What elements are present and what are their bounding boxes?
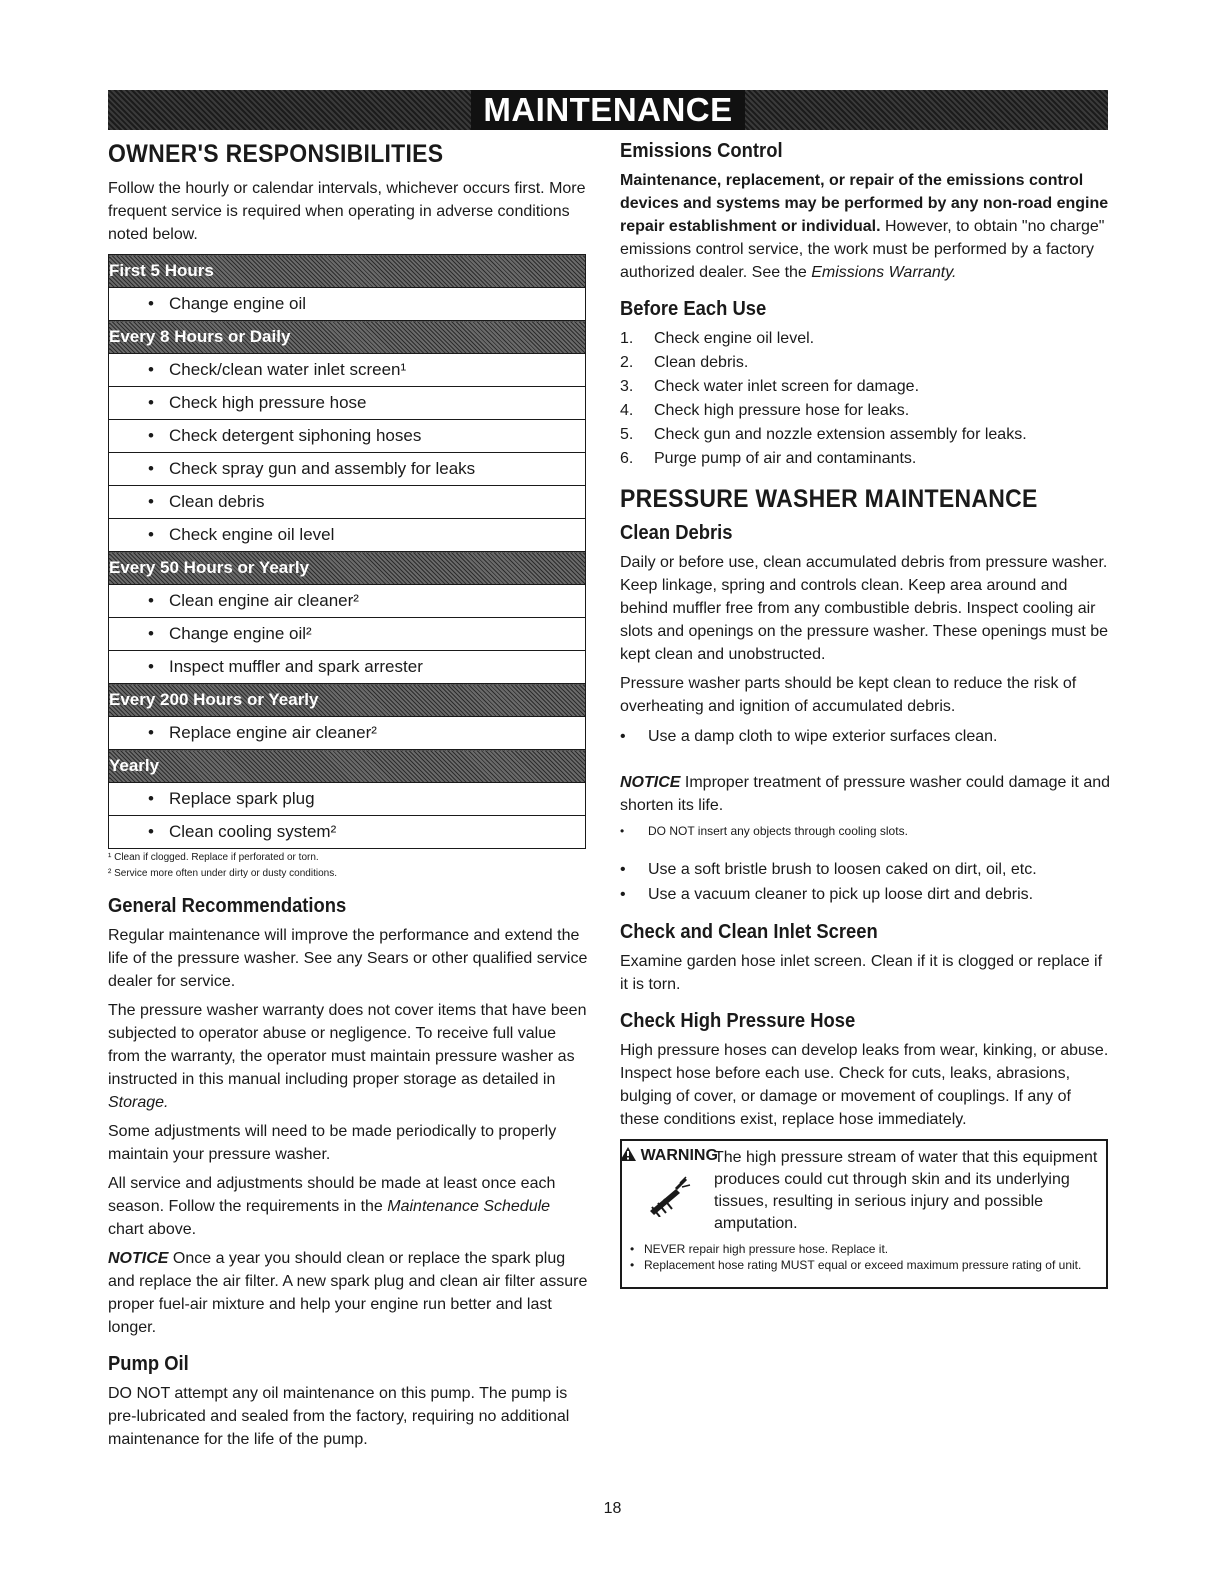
general-p1: Regular maintenance will improve the performance and extend the life of the pressure washer. See any Sears or other qualified service dealer for service. <box>108 927 588 990</box>
schedule-interval-label: Every 8 Hours or Daily <box>109 321 586 354</box>
banner-title: MAINTENANCE <box>471 90 744 130</box>
schedule-interval-row <box>109 684 586 717</box>
right-column <box>620 140 1110 1289</box>
owners-intro: Follow the hourly or calendar intervals, whichever occurs first. More frequent service is required when operating in adverse conditions noted below. <box>108 180 586 243</box>
general-p4: All service and adjustments should be made at least once each season. Follow the requirements in the Maintenance Schedule chart above. <box>108 1175 556 1238</box>
schedule-task: Change engine oil <box>169 294 307 313</box>
schedule-task: Check spray gun and assembly for leaks <box>169 459 476 478</box>
clean-debris-bullets-1 <box>620 724 1110 749</box>
list-item: 5. Check gun and nozzle extension assembly for leaks. <box>620 426 1027 443</box>
general-p2: The pressure washer warranty does not cover items that have been subjected to operator abuse or negligence. To receive full value from the warranty, the operator must maintain pressure washer as instructed in this manual including proper storage as detailed in Storage. <box>108 1002 587 1111</box>
schedule-interval-row <box>109 750 586 783</box>
before-use-list <box>620 327 1110 471</box>
general-heading: General Recommendations <box>108 895 347 917</box>
table-row: • Check high pressure hose <box>109 387 586 420</box>
list-item: 6. Purge pump of air and contaminants. <box>620 450 917 467</box>
table-row: • Clean debris <box>109 486 586 519</box>
footnote-1: ¹ Clean if clogged. Replace if perforated or torn. <box>108 852 319 863</box>
inlet-heading: Check and Clean Inlet Screen <box>620 921 878 943</box>
list-item: • NEVER repair high pressure hose. Replace it. <box>630 1242 889 1256</box>
schedule-interval-label: First 5 Hours <box>109 255 586 288</box>
schedule-task: Check/clean water inlet screen¹ <box>169 360 407 379</box>
table-row: • Check detergent siphoning hoses <box>109 420 586 453</box>
maintenance-schedule-table <box>108 254 586 849</box>
high-pressure-spray-icon <box>646 1175 692 1217</box>
before-use-heading: Before Each Use <box>620 298 767 320</box>
list-item: 1. Check engine oil level. <box>620 330 815 347</box>
table-row: • Check/clean water inlet screen¹ <box>109 354 586 387</box>
list-item: • Replacement hose rating MUST equal or exceed maximum pressure rating of unit. <box>630 1258 1082 1272</box>
pump-text: DO NOT attempt any oil maintenance on this pump. The pump is pre-lubricated and sealed from the factory, requiring no additional maintenance for the life of the pump. <box>108 1385 570 1448</box>
general-notice: NOTICE Once a year you should clean or replace the spark plug and replace the air filter. A new spark plug and clean air filter assure proper fuel-air mixture and help your engine run better and last longer. <box>108 1250 588 1336</box>
warning-bullets <box>630 1241 1098 1273</box>
schedule-ref: Maintenance Schedule <box>387 1198 551 1215</box>
warning-box <box>620 1139 1108 1289</box>
list-item: • DO NOT insert any objects through cooling slots. <box>620 824 908 838</box>
emissions-heading: Emissions Control <box>620 140 783 162</box>
schedule-task: Check high pressure hose <box>169 393 367 412</box>
table-row: • Clean engine air cleaner² <box>109 585 586 618</box>
owners-heading: OWNER'S RESPONSIBILITIES <box>108 140 444 168</box>
table-row: • Inspect muffler and spark arrester <box>109 651 586 684</box>
table-row: • Clean cooling system² <box>109 816 586 849</box>
schedule-task: Check detergent siphoning hoses <box>169 426 422 445</box>
pump-heading: Pump Oil <box>108 1353 189 1375</box>
warning-text: The high pressure stream of water that this equipment produces could cut through skin and its underlying tissues, resulting in serious injury and possible amputation. <box>714 1149 1098 1232</box>
footnote-2: ² Service more often under dirty or dusty conditions. <box>108 868 337 879</box>
hose-heading: Check High Pressure Hose <box>620 1010 856 1032</box>
schedule-interval-row <box>109 255 586 288</box>
emissions-text: Maintenance, replacement, or repair of the emissions control devices and systems may be performed by any non-road engine repair establishment or individual. However, to obtain "no charge" emissions control service, the work must be performed by a factory authorized dealer. See the Emissions Warranty. <box>620 172 1109 281</box>
alert-triangle-icon <box>620 1147 636 1161</box>
inlet-text: Examine garden hose inlet screen. Clean if it is clogged or replace if it is torn. <box>620 953 1103 993</box>
list-item: 3. Check water inlet screen for damage. <box>620 378 920 395</box>
schedule-task: Clean cooling system² <box>169 822 337 841</box>
table-row: • Check engine oil level <box>109 519 586 552</box>
notice-label: NOTICE <box>620 774 681 791</box>
pw-maintenance-heading: PRESSURE WASHER MAINTENANCE <box>620 485 1038 513</box>
list-item: • Use a vacuum cleaner to pick up loose dirt and debris. <box>620 886 1034 903</box>
schedule-interval-label: Every 200 Hours or Yearly <box>109 684 586 717</box>
schedule-task: Clean engine air cleaner² <box>169 591 359 610</box>
schedule-interval-row <box>109 321 586 354</box>
left-column <box>108 140 588 1457</box>
clean-debris-p1: Daily or before use, clean accumulated debris from pressure washer. Keep linkage, spring and controls clean. Keep area around and behind muffler free from any combustible debris. Inspect cooling air slots and openings on the pressure washer. These openings must be kept clean and unobstructed. <box>620 554 1109 663</box>
clean-debris-p2: Pressure washer parts should be kept clean to reduce the risk of overheating and ignition of accumulated debris. <box>620 675 1077 715</box>
hose-text: High pressure hoses can develop leaks from wear, kinking, or abuse. Inspect hose before each use. Check for cuts, leaks, abrasions, bulging of cover, or damage or movement of couplings. If any of these conditions exist, replace hose immediately. <box>620 1042 1109 1128</box>
warranty-ref: Emissions Warranty. <box>811 264 957 281</box>
schedule-task: Inspect muffler and spark arrester <box>169 657 423 676</box>
schedule-interval-label: Yearly <box>109 750 586 783</box>
general-p3: Some adjustments will need to be made periodically to properly maintain your pressure washer. <box>108 1123 557 1163</box>
list-item: • Use a damp cloth to wipe exterior surfaces clean. <box>620 728 998 745</box>
schedule-interval-row <box>109 552 586 585</box>
schedule-task: Check engine oil level <box>169 525 335 544</box>
table-row: • Change engine oil² <box>109 618 586 651</box>
table-row: • Replace engine air cleaner² <box>109 717 586 750</box>
schedule-task: Replace spark plug <box>169 789 315 808</box>
page-number: 18 <box>603 1500 622 1517</box>
notice-label: NOTICE <box>108 1250 169 1267</box>
list-item: • Use a soft bristle brush to loosen caked on dirt, oil, etc. <box>620 861 1037 878</box>
schedule-task: Replace engine air cleaner² <box>169 723 377 742</box>
table-row: • Check spray gun and assembly for leaks <box>109 453 586 486</box>
section-banner <box>108 90 1108 130</box>
list-item: 4. Check high pressure hose for leaks. <box>620 402 910 419</box>
schedule-interval-label: Every 50 Hours or Yearly <box>109 552 586 585</box>
warning-label: WARNING <box>620 1147 718 1165</box>
storage-ref: Storage. <box>108 1094 169 1111</box>
list-item: 2. Clean debris. <box>620 354 749 371</box>
schedule-task: Change engine oil² <box>169 624 312 643</box>
schedule-task: Clean debris <box>169 492 265 511</box>
clean-debris-heading: Clean Debris <box>620 522 733 544</box>
table-row: • Replace spark plug <box>109 783 586 816</box>
clean-debris-bullets-2 <box>620 857 1110 907</box>
table-row: • Change engine oil <box>109 288 586 321</box>
notice-bullets <box>620 823 1110 839</box>
clean-debris-notice: NOTICE Improper treatment of pressure washer could damage it and shorten its life. <box>620 774 1111 814</box>
